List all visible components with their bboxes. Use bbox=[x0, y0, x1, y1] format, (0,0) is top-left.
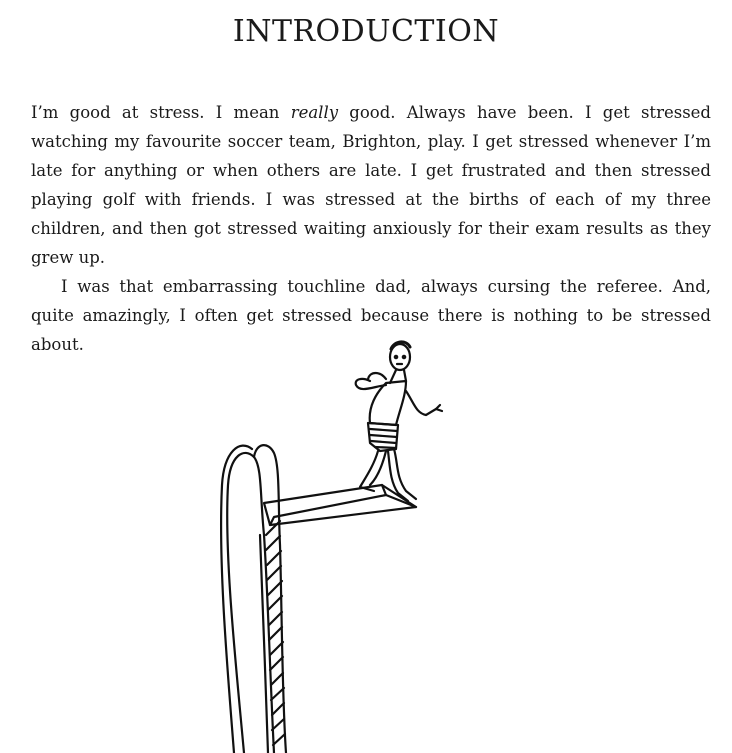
paragraph-2: I was that embarrassing touchline dad, always cursing the referee. And, quite amazingly, I often get stressed because there is nothing to be stressed about. bbox=[31, 277, 711, 354]
paragraph-1-start: I’m good at stress. I mean bbox=[31, 103, 291, 122]
chapter-title: INTRODUCTION bbox=[232, 14, 500, 49]
paragraph-1-emphasis: really bbox=[290, 103, 339, 122]
diver-on-springboard-illustration bbox=[210, 335, 450, 753]
paragraph-1 bbox=[31, 98, 711, 272]
body-text bbox=[31, 98, 711, 359]
board-support-left-inner bbox=[221, 446, 252, 753]
paragraph-1-rest: good. Always have been. I get stressed watching my favourite soccer team, Brighton, play. I get stressed whenever I’m late for anything or when others are late. I get frustrated and then stressed playing golf with friends. I was stressed at the births of each of my three children, and then got stressed waiting anxiously for their exam results as they grew up. bbox=[31, 103, 711, 267]
